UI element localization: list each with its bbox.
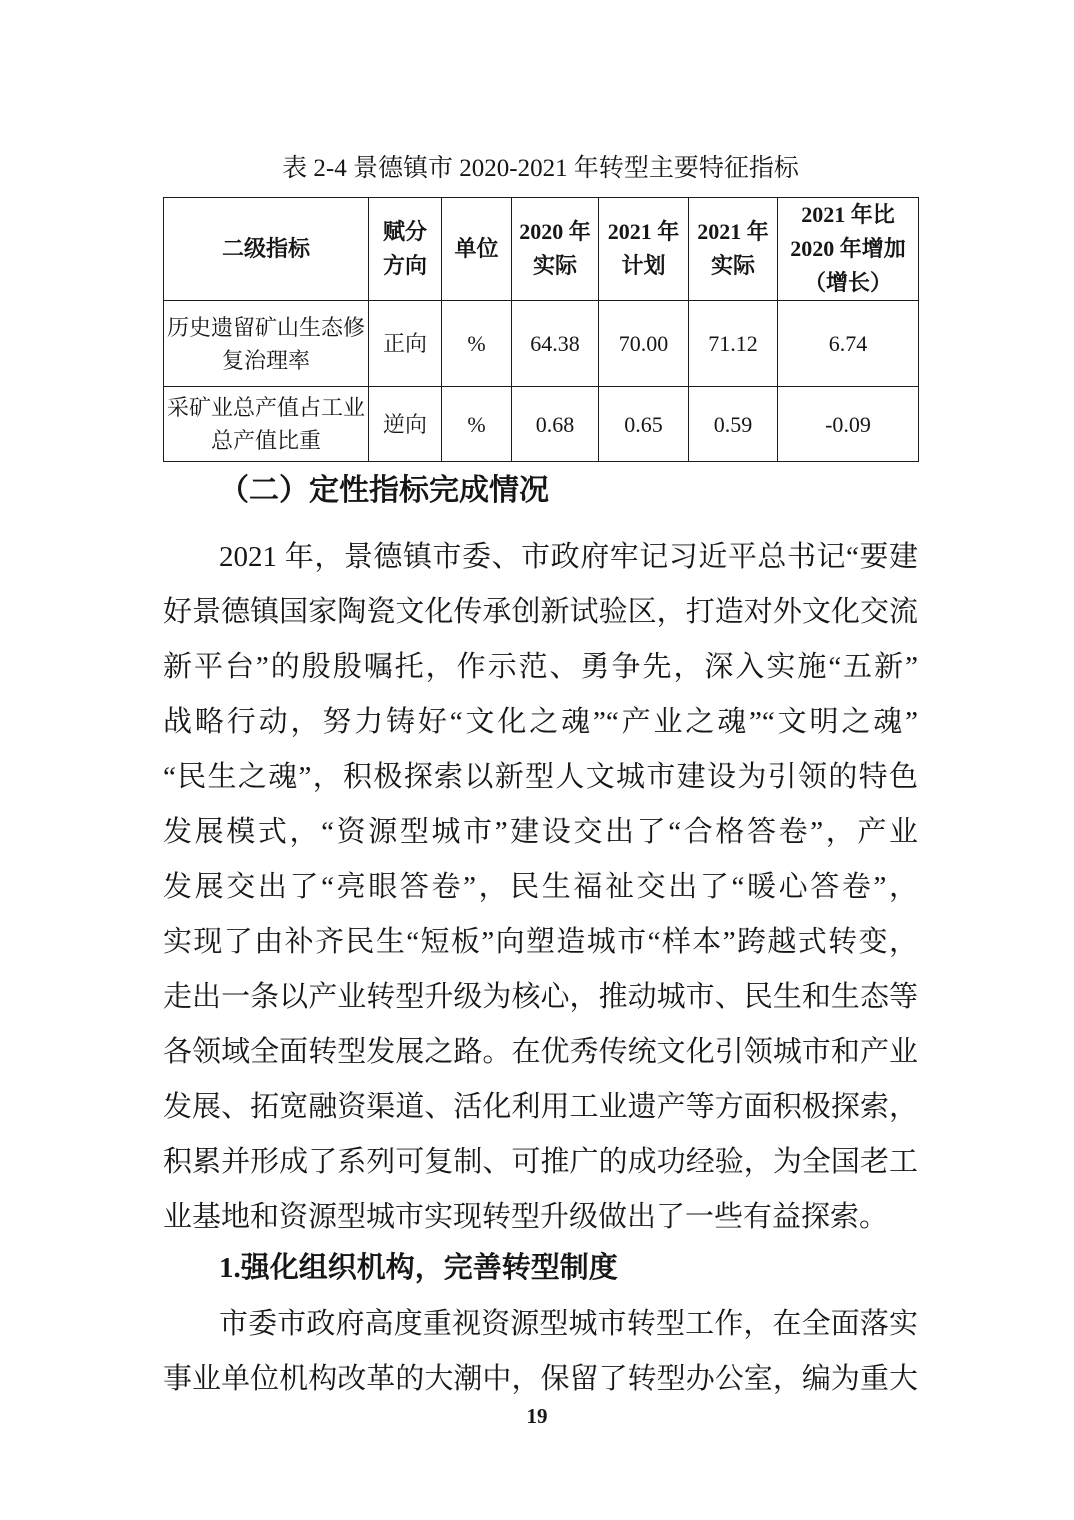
table-cell-indicator: 采矿业总产值占工业总产值比重 <box>164 387 369 462</box>
paragraph-2 <box>163 1297 918 1407</box>
paragraph-line: 业基地和资源型城市实现转型升级做出了一些有益探索。 <box>163 1201 889 1233</box>
table-cell-unit: % <box>442 301 512 387</box>
table-cell-yoy: 6.74 <box>778 301 919 387</box>
paragraph-line: 2021 年，景德镇市委、市政府牢记习近平总书记“要建 <box>219 541 918 573</box>
table-cell-unit: % <box>442 387 512 462</box>
paragraph-line: 各领域全面转型发展之路。在优秀传统文化引领城市和产业 <box>163 1036 918 1068</box>
table-cell-2020-actual: 64.38 <box>512 301 599 387</box>
col-yoy-increase: 2021 年比 2020 年增加（增长） <box>778 198 919 301</box>
paragraph-line: 战略行动，努力铸好“文化之魂”“产业之魂”“文明之魂” <box>163 706 918 738</box>
table-caption: 表 2-4 景德镇市 2020-2021 年转型主要特征指标 <box>282 155 799 182</box>
paragraph-line: 走出一条以产业转型升级为核心，推动城市、民生和生态等 <box>163 981 918 1013</box>
paragraph-line: 发展、拓宽融资渠道、活化利用工业遗产等方面积极探索， <box>163 1091 918 1123</box>
table-header-row <box>164 198 919 301</box>
paragraph-line: 发展模式，“资源型城市”建设交出了“合格答卷”，产业 <box>163 816 918 848</box>
col-secondary-indicator: 二级指标 <box>164 198 369 301</box>
table-cell-2021-actual: 0.59 <box>689 387 778 462</box>
table-row <box>164 301 919 387</box>
indicators-table <box>163 197 919 462</box>
col-2021-plan: 2021 年计划 <box>599 198 689 301</box>
section-heading: （二）定性指标完成情况 <box>219 474 549 507</box>
paragraph-line: 市委市政府高度重视资源型城市转型工作，在全面落实 <box>219 1308 918 1340</box>
paragraph-line: 好景德镇国家陶瓷文化传承创新试验区，打造对外文化交流 <box>163 596 918 628</box>
table-cell-2021-actual: 71.12 <box>689 301 778 387</box>
paragraph-line: 新平台”的殷殷嘱托，作示范、勇争先，深入实施“五新” <box>163 651 918 683</box>
table-cell-direction: 正向 <box>369 301 442 387</box>
table-cell-2021-plan: 0.65 <box>599 387 689 462</box>
col-2021-actual: 2021 年实际 <box>689 198 778 301</box>
page-number: 19 <box>526 1404 548 1428</box>
col-scoring-direction: 赋分方向 <box>369 198 442 301</box>
table-cell-2020-actual: 0.68 <box>512 387 599 462</box>
paragraph-line: 积累并形成了系列可复制、可推广的成功经验，为全国老工 <box>163 1146 918 1178</box>
paragraph-1 <box>163 530 918 1245</box>
table-cell-yoy: -0.09 <box>778 387 919 462</box>
col-2020-actual: 2020 年实际 <box>512 198 599 301</box>
table-cell-2021-plan: 70.00 <box>599 301 689 387</box>
col-unit: 单位 <box>442 198 512 301</box>
table-cell-indicator: 历史遗留矿山生态修复治理率 <box>164 301 369 387</box>
page-content <box>163 0 918 1407</box>
paragraph-line: 发展交出了“亮眼答卷”，民生福祉交出了“暖心答卷”， <box>163 871 918 903</box>
paragraph-line: 实现了由补齐民生“短板”向塑造城市“样本”跨越式转变， <box>163 926 918 958</box>
paragraph-line: “民生之魂”，积极探索以新型人文城市建设为引领的特色 <box>163 761 918 793</box>
table-cell-direction: 逆向 <box>369 387 442 462</box>
paragraph-line: 事业单位机构改革的大潮中，保留了转型办公室，编为重大 <box>163 1363 918 1395</box>
subsection-heading: 1.强化组织机构，完善转型制度 <box>219 1252 618 1284</box>
table-row <box>164 387 919 462</box>
